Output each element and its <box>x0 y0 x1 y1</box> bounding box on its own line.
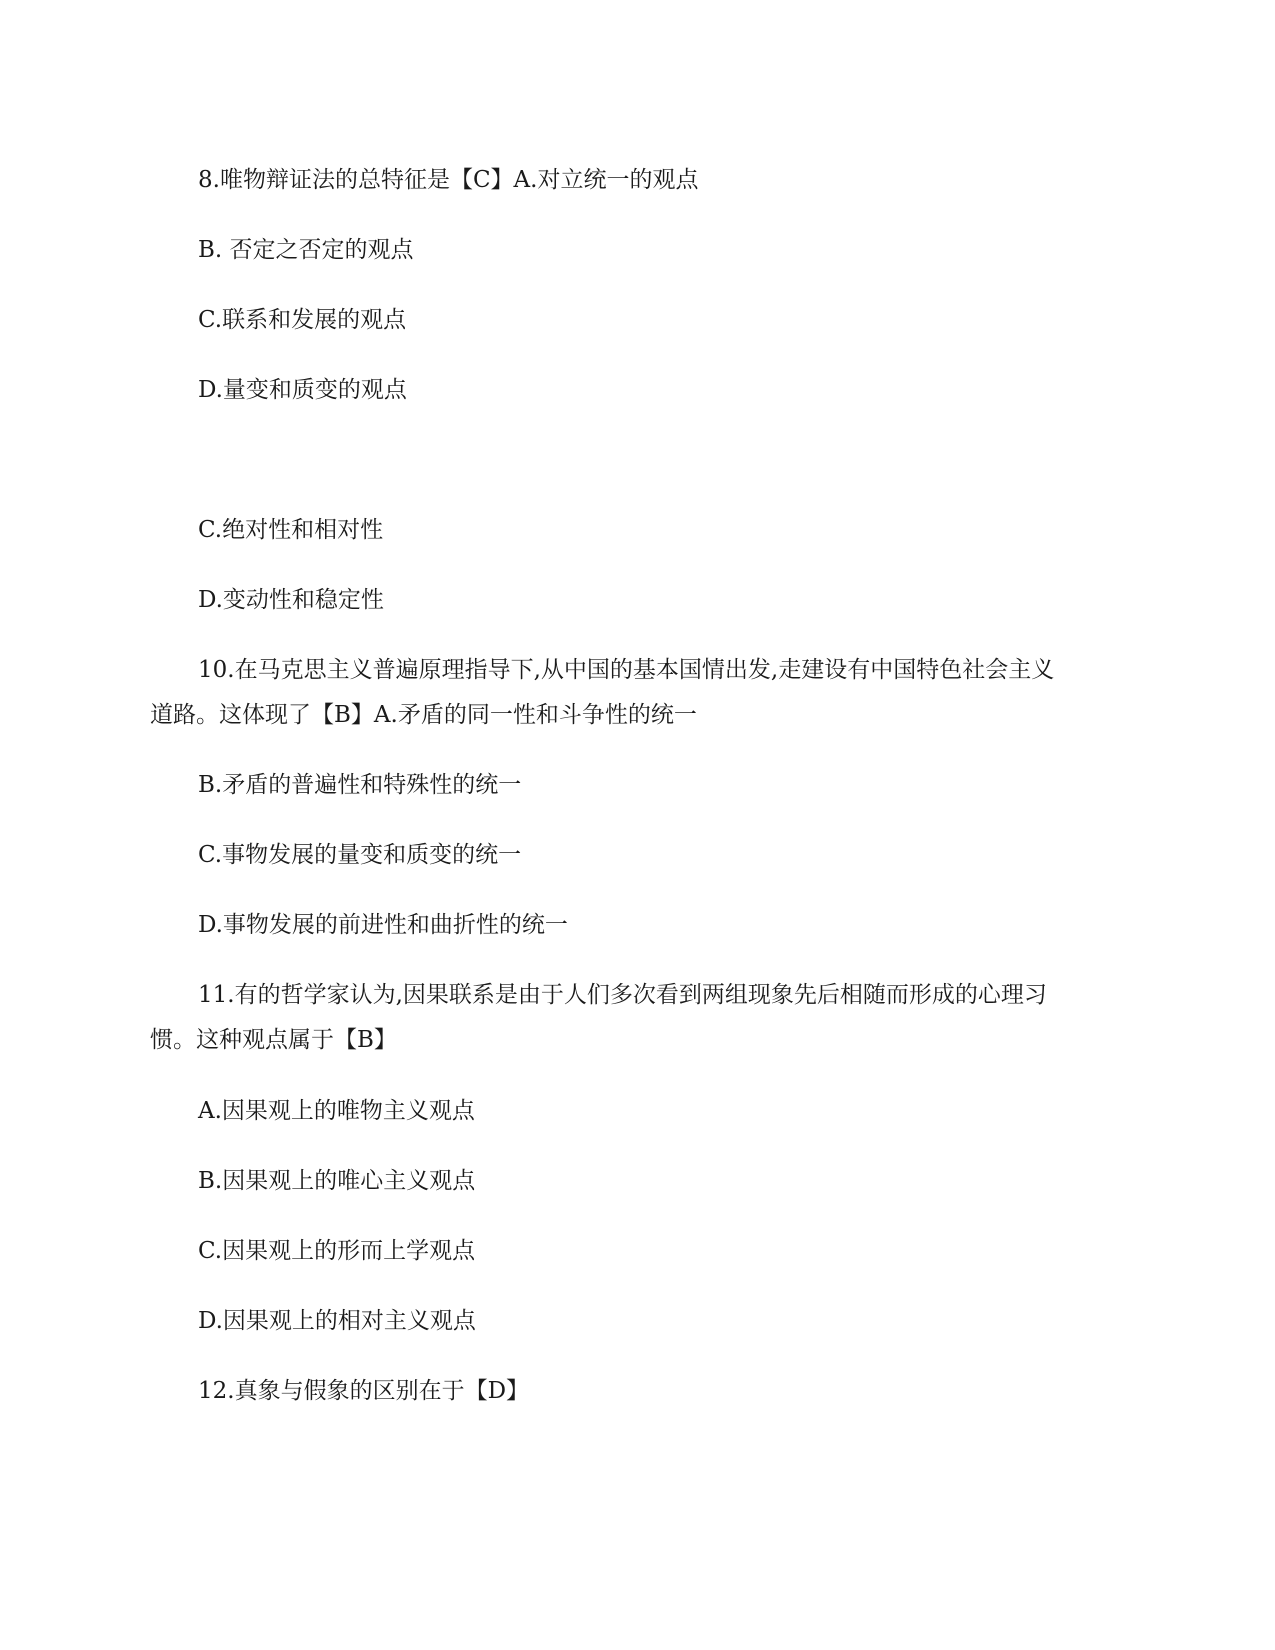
q10-option-c: C.事物发展的量变和质变的统一 <box>198 842 522 868</box>
q9-option-d: D.变动性和稳定性 <box>198 587 384 613</box>
q11-option-d: D.因果观上的相对主义观点 <box>198 1308 476 1334</box>
q11-stem-line-1: 11.有的哲学家认为,因果联系是由于人们多次看到两组现象先后相随而形成的心理习 <box>198 982 1047 1008</box>
q12-stem: 12.真象与假象的区别在于【D】 <box>198 1378 530 1404</box>
q10-stem-line-1: 10.在马克思主义普遍原理指导下,从中国的基本国情出发,走建设有中国特色社会主义 <box>198 657 1055 683</box>
q10-option-b: B.矛盾的普遍性和特殊性的统一 <box>198 772 522 798</box>
q8-option-b: B. 否定之否定的观点 <box>198 237 414 263</box>
q11-option-c: C.因果观上的形而上学观点 <box>198 1238 476 1264</box>
q8-option-d: D.量变和质变的观点 <box>198 377 407 403</box>
q11-option-b: B.因果观上的唯心主义观点 <box>198 1168 476 1194</box>
q9-option-c: C.绝对性和相对性 <box>198 517 384 543</box>
q8-option-c: C.联系和发展的观点 <box>198 307 407 333</box>
q10-option-d: D.事物发展的前进性和曲折性的统一 <box>198 912 568 938</box>
q10-stem-line-2-and-option-a: 道路。这体现了【B】A.矛盾的同一性和斗争性的统一 <box>150 702 697 728</box>
q11-stem-line-2: 惯。这种观点属于【B】 <box>150 1027 397 1053</box>
q11-option-a: A.因果观上的唯物主义观点 <box>198 1098 475 1124</box>
q8-stem-and-option-a: 8.唯物辩证法的总特征是【C】A.对立统一的观点 <box>198 167 699 193</box>
